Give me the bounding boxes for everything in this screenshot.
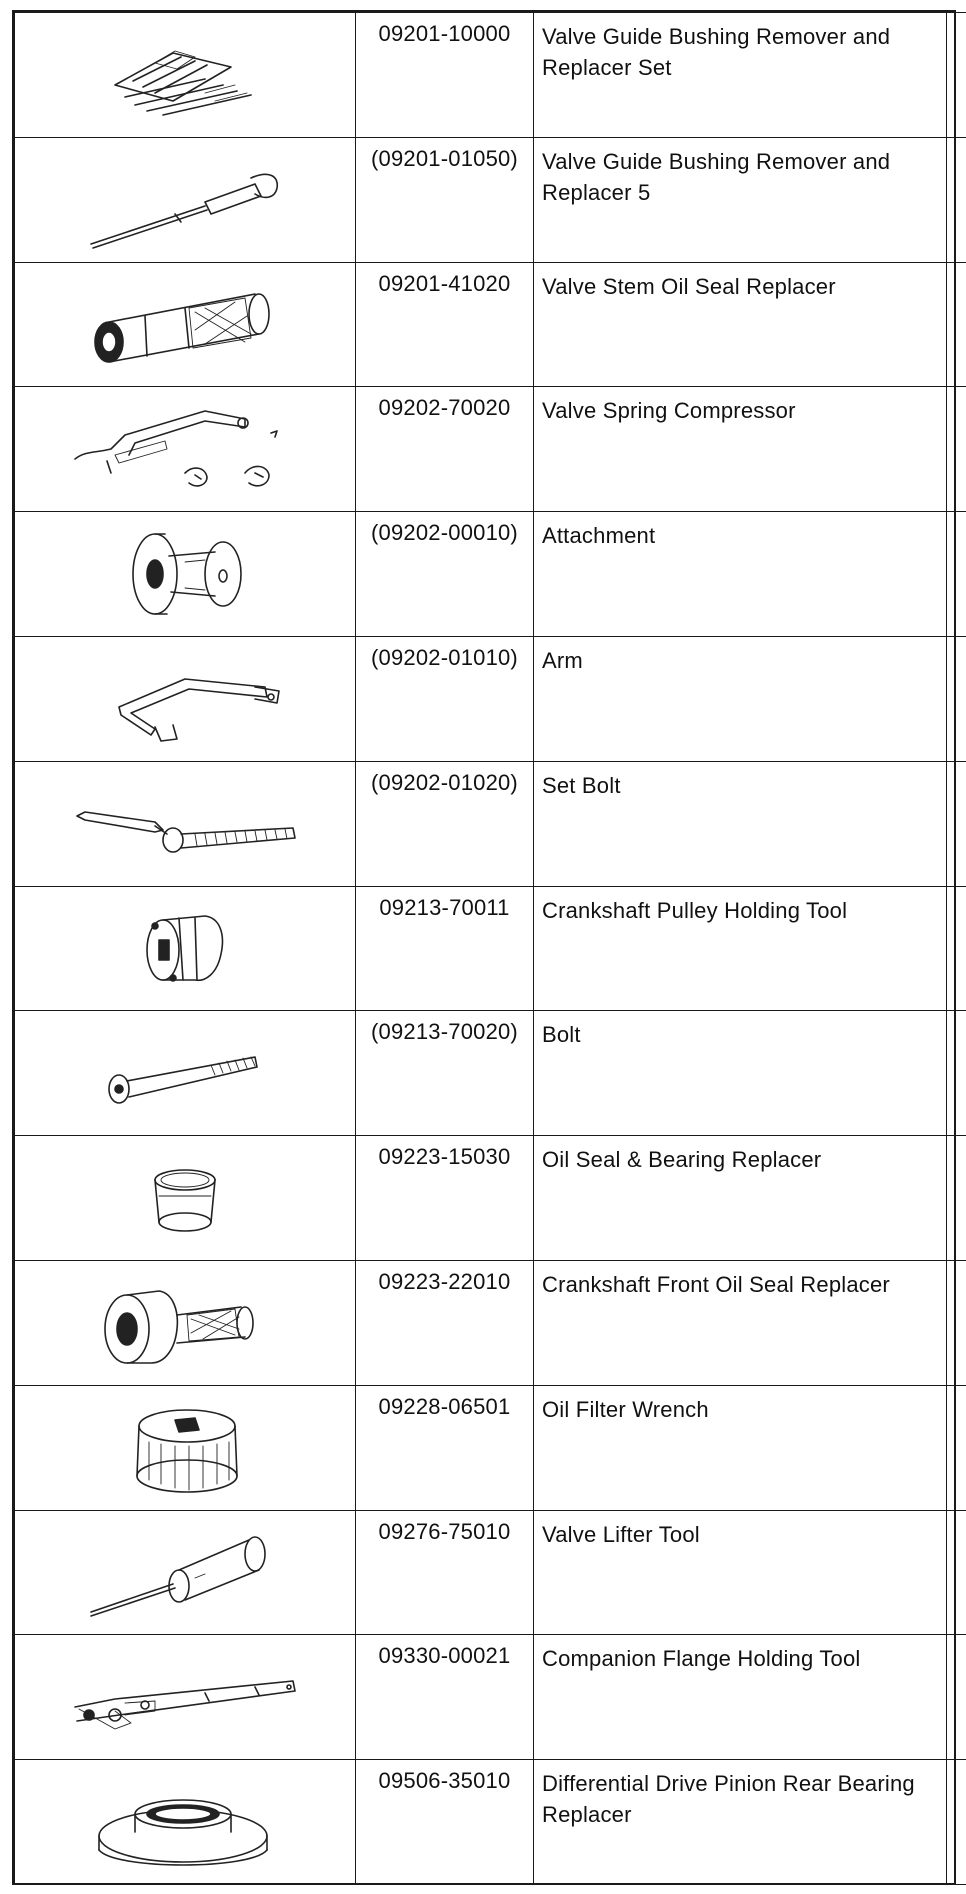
long-bolt-illustration — [55, 1021, 315, 1125]
tool-illustration-cell — [15, 387, 356, 512]
extra-column-cell — [947, 761, 966, 886]
table-row — [15, 262, 966, 387]
part-number: (09213-70020) — [356, 1011, 534, 1136]
table-row — [15, 1260, 966, 1385]
tool-name: Valve Guide Bushing Remover and Replacer Set — [534, 13, 947, 138]
part-number: 09201-10000 — [356, 13, 534, 138]
tool-illustration-cell — [15, 1510, 356, 1635]
part-number: 09201-41020 — [356, 262, 534, 387]
tool-name: Companion Flange Holding Tool — [534, 1635, 947, 1760]
extra-column-cell — [947, 1136, 966, 1261]
tool-name: Set Bolt — [534, 761, 947, 886]
tool-name: Valve Spring Compressor — [534, 387, 947, 512]
table-row — [15, 512, 966, 637]
part-number: 09276-75010 — [356, 1510, 534, 1635]
knurled-cylinder-tool-illustration — [55, 272, 315, 376]
handle-set-bolt-illustration — [55, 772, 315, 876]
tool-illustration-cell — [15, 1760, 356, 1885]
table-row — [15, 761, 966, 886]
extra-column-cell — [947, 1635, 966, 1760]
tool-name: Oil Seal & Bearing Replacer — [534, 1136, 947, 1261]
tool-illustration-cell — [15, 512, 356, 637]
extra-column-cell — [947, 387, 966, 512]
seal-replacer-handle-illustration — [55, 1271, 315, 1375]
extra-column-cell — [947, 262, 966, 387]
table-row — [15, 387, 966, 512]
part-number: (09202-01010) — [356, 636, 534, 761]
tool-name: Attachment — [534, 512, 947, 637]
extra-column-cell — [947, 1510, 966, 1635]
part-number: 09330-00021 — [356, 1635, 534, 1760]
special-tools-table — [14, 12, 966, 1885]
tool-name: Bolt — [534, 1011, 947, 1136]
extra-column-cell — [947, 137, 966, 262]
table-row — [15, 137, 966, 262]
table-row — [15, 636, 966, 761]
lifter-tool-illustration — [55, 1520, 315, 1624]
part-number: 09213-70011 — [356, 886, 534, 1011]
extra-column-cell — [947, 512, 966, 637]
tool-name: Crankshaft Pulley Holding Tool — [534, 886, 947, 1011]
extra-column-cell — [947, 886, 966, 1011]
spool-attachment-illustration — [55, 522, 315, 626]
tool-illustration-cell — [15, 636, 356, 761]
tool-name: Valve Stem Oil Seal Replacer — [534, 262, 947, 387]
extra-column-cell — [947, 1011, 966, 1136]
bearing-replacer-disc-illustration — [55, 1770, 315, 1874]
tool-illustration-cell — [15, 262, 356, 387]
pulley-holding-socket-illustration — [55, 896, 315, 1000]
filter-wrench-cap-illustration — [55, 1396, 315, 1500]
part-number: 09202-70020 — [356, 387, 534, 512]
tool-illustration-cell — [15, 1260, 356, 1385]
bent-arm-illustration — [55, 647, 315, 751]
tool-name: Arm — [534, 636, 947, 761]
valve-guide-tool-set-illustration — [55, 23, 315, 127]
table-row — [15, 1136, 966, 1261]
tool-illustration-cell — [15, 1385, 356, 1510]
tool-illustration-cell — [15, 886, 356, 1011]
extra-column-cell — [947, 13, 966, 138]
special-tools-sheet — [12, 10, 956, 1885]
tool-illustration-cell — [15, 761, 356, 886]
tool-name: Valve Lifter Tool — [534, 1510, 947, 1635]
tool-illustration-cell — [15, 1011, 356, 1136]
table-row — [15, 1011, 966, 1136]
bushing-remover-rod-illustration — [55, 148, 315, 252]
table-row — [15, 1760, 966, 1885]
table-row — [15, 13, 966, 138]
tool-name: Oil Filter Wrench — [534, 1385, 947, 1510]
extra-column-cell — [947, 1260, 966, 1385]
part-number: 09223-22010 — [356, 1260, 534, 1385]
spring-compressor-set-illustration — [55, 397, 315, 501]
tool-name: Valve Guide Bushing Remover and Replacer 5 — [534, 137, 947, 262]
part-number: 09506-35010 — [356, 1760, 534, 1885]
table-row — [15, 886, 966, 1011]
part-number: (09202-00010) — [356, 512, 534, 637]
table-row — [15, 1510, 966, 1635]
part-number: (09201-01050) — [356, 137, 534, 262]
tool-illustration-cell — [15, 13, 356, 138]
tool-illustration-cell — [15, 1136, 356, 1261]
tool-illustration-cell — [15, 1635, 356, 1760]
tool-illustration-cell — [15, 137, 356, 262]
extra-column-cell — [947, 1760, 966, 1885]
extra-column-cell — [947, 636, 966, 761]
tool-name: Differential Drive Pinion Rear Bearing Replacer — [534, 1760, 947, 1885]
cup-replacer-illustration — [55, 1146, 315, 1250]
part-number: 09223-15030 — [356, 1136, 534, 1261]
extra-column-cell — [947, 1385, 966, 1510]
part-number: 09228-06501 — [356, 1385, 534, 1510]
tool-name: Crankshaft Front Oil Seal Replacer — [534, 1260, 947, 1385]
part-number: (09202-01020) — [356, 761, 534, 886]
table-row — [15, 1635, 966, 1760]
table-row — [15, 1385, 966, 1510]
flange-holding-bar-illustration — [55, 1645, 315, 1749]
